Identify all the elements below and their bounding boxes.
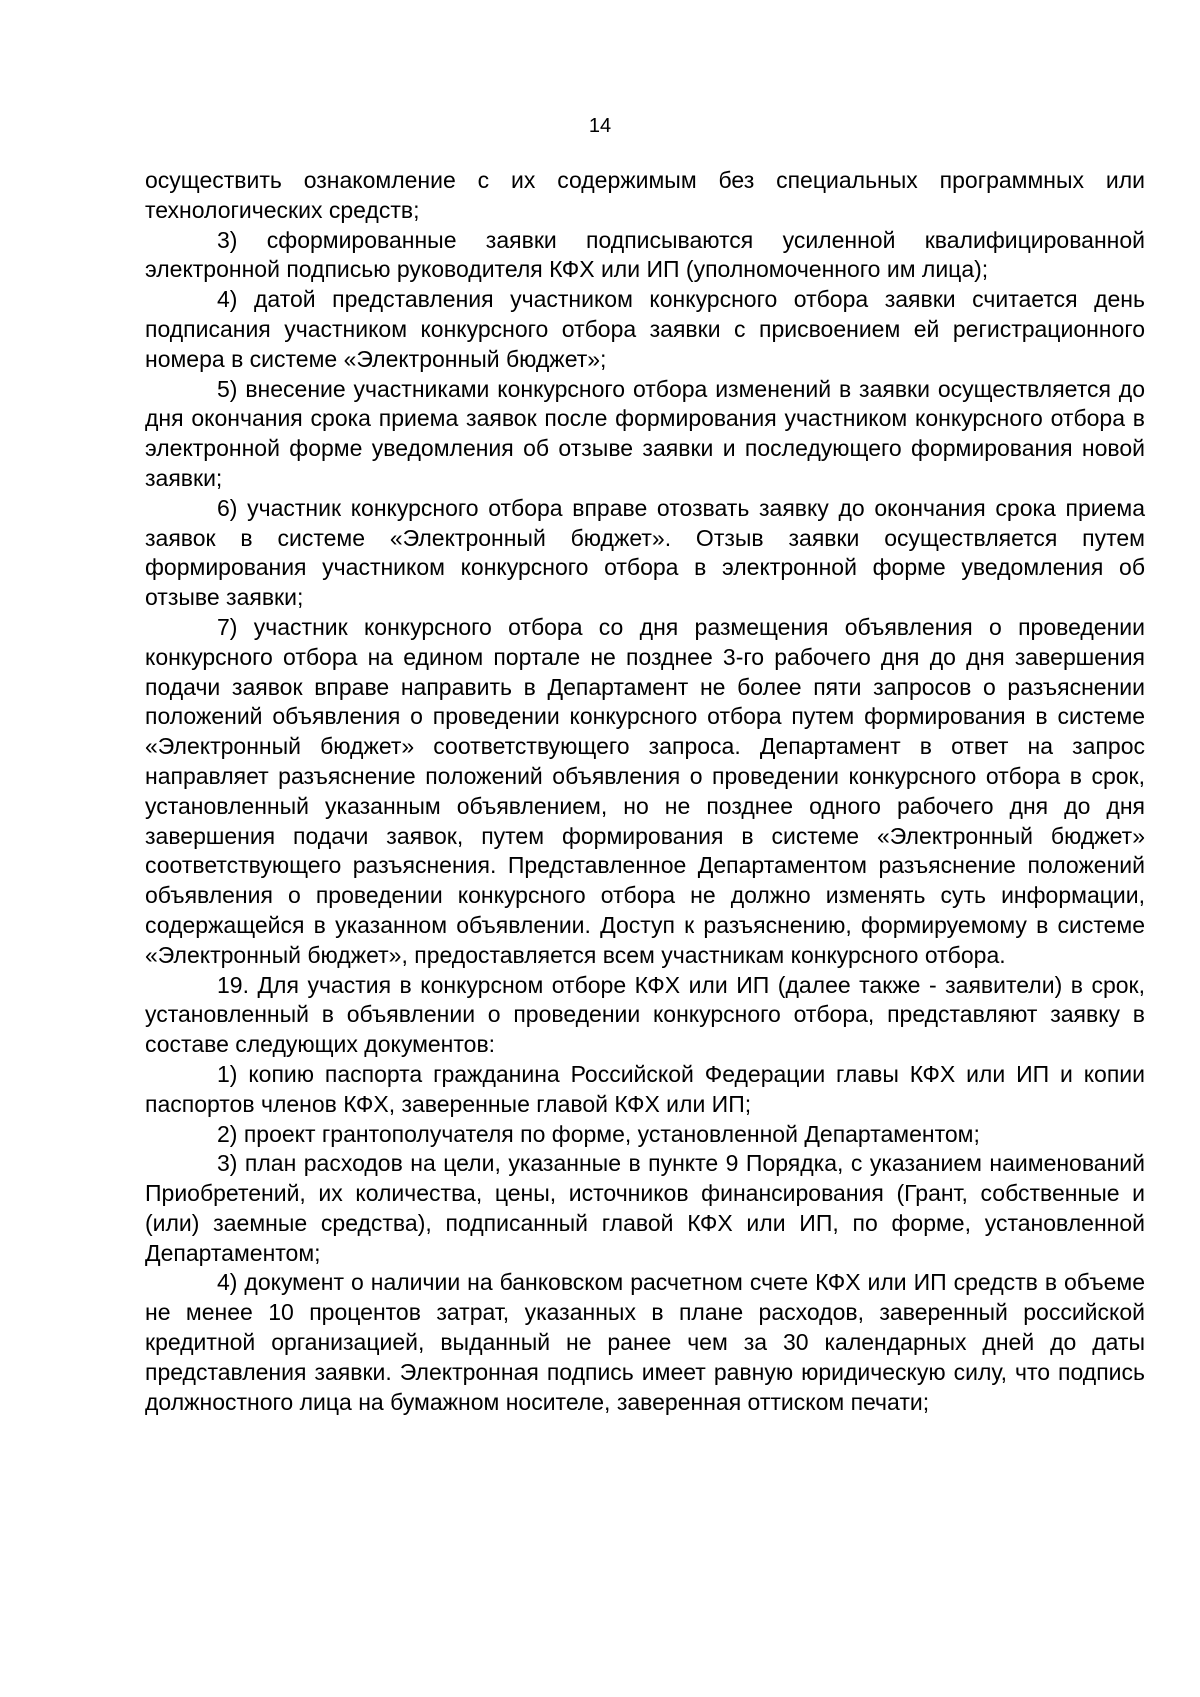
paragraph-item-7: 7) участник конкурсного отбора со дня размещения объявления о проведении конкурсного отбора на едином портале не позднее 3-го рабочего дня до дня завершения подачи заявок вправе направить в Департамент не более пяти запросов о разъяснении положений объявления о проведении конкурсного отбора путем формирования в системе «Электронный бюджет» соответствующего запроса. Департамент в ответ на запрос направляет разъяснение положений объявления о проведении конкурсного отбора в срок, установленный указанным объявлением, но не позднее одного рабочего дня до дня завершения подачи заявок, путем формирования в системе «Электронный бюджет» соответствующего разъяснения. Представленное Департаментом разъяснение положений объявления о проведении конкурсного отбора не должно изменять суть информации, содержащейся в указанном объявлении. Доступ к разъяснению, формируемому в системе «Электронный бюджет», предоставляется всем участникам конкурсного отбора. bbox=[145, 613, 1145, 968]
paragraph-item-6: 6) участник конкурсного отбора вправе отозвать заявку до окончания срока приема заявок в системе «Электронный бюджет». Отзыв заявки осуществляется путем формирования участником конкурсного отбора в электронной форме уведомления об отзыве заявки; bbox=[145, 494, 1145, 611]
paragraph-doc-3: 3) план расходов на цели, указанные в пункте 9 Порядка, с указанием наименований Приобретений, их количества, цены, источников финансирования (Грант, собственные и (или) заемные средства), подписанный главой КФХ или ИП, по форме, установленной Департаментом; bbox=[145, 1150, 1145, 1266]
paragraph-doc-4: 4) документ о наличии на банковском расчетном счете КФХ или ИП средств в объеме не менее 10 процентов затрат, указанных в плане расходов, заверенный российской кредитной организацией, выданный не ранее чем за 30 календарных дней до даты представления заявки. Электронная подпись имеет равную юридическую силу, что подпись должностного лица на бумажном носителе, заверенная оттиском печати; bbox=[145, 1269, 1145, 1415]
paragraph-doc-1: 1) копию паспорта гражданина Российской Федерации главы КФХ или ИП и копии паспортов членов КФХ, заверенные главой КФХ или ИП; bbox=[145, 1060, 1145, 1117]
page-number: 14 bbox=[588, 115, 612, 137]
document-body bbox=[145, 166, 1145, 1417]
paragraph-item-3: 3) сформированные заявки подписываются усиленной квалифицированной электронной подписью руководителя КФХ или ИП (уполномоченного им лица); bbox=[145, 226, 1145, 283]
paragraph-item-5: 5) внесение участниками конкурсного отбора изменений в заявки осуществляется до дня окончания срока приема заявок после формирования участником конкурсного отбора в электронной форме уведомления об отзыве заявки и последующего формирования новой заявки; bbox=[145, 375, 1145, 491]
paragraph-continuation: осуществить ознакомление с их содержимым без специальных программных или технологических средств; bbox=[145, 167, 1145, 223]
paragraph-doc-2: 2) проект грантополучателя по форме, установленной Департаментом; bbox=[217, 1120, 980, 1147]
paragraph-section-19: 19. Для участия в конкурсном отборе КФХ или ИП (далее также - заявители) в срок, установленный в объявлении о проведении конкурсного отбора, представляют заявку в составе следующих документов: bbox=[145, 971, 1145, 1058]
paragraph-item-4: 4) датой представления участником конкурсного отбора заявки считается день подписания участником конкурсного отбора заявки с присвоением ей регистрационного номера в системе «Электронный бюджет»; bbox=[145, 286, 1145, 372]
